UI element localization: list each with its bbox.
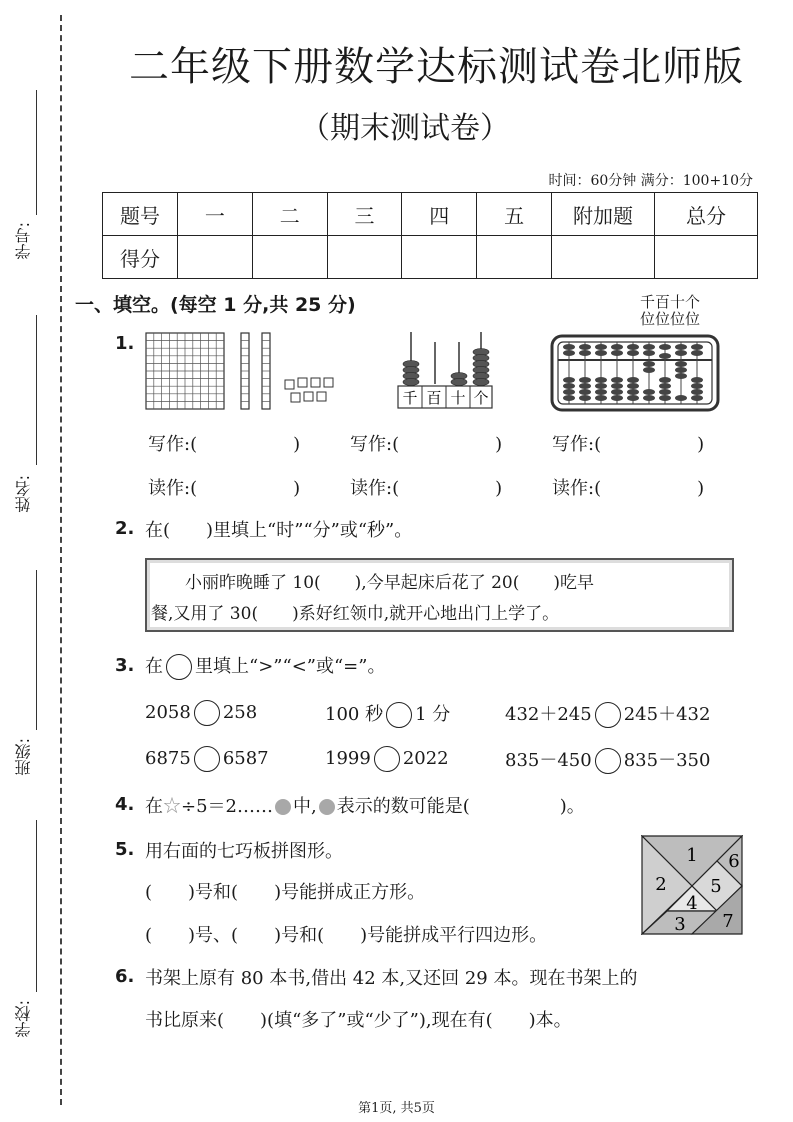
unit-cubes-icon [285, 378, 333, 402]
compare-item: 432＋245 245＋432 [505, 700, 710, 728]
question-number: 4. [115, 794, 135, 815]
abacus-label-thousands: 千 [402, 389, 418, 407]
svg-text:6: 6 [728, 851, 740, 872]
compare-item: 6875 6587 [145, 746, 269, 772]
table-cell: 二 [252, 193, 327, 236]
abacus-label-tens: 十 [450, 389, 466, 407]
exam-meta: 时间：60分钟 满分：100+10分 [548, 173, 753, 189]
gray-circle-icon [275, 799, 291, 815]
name-label: 姓名: [14, 475, 33, 513]
question-number: 5. [115, 839, 135, 860]
read-prompt-1: 读作:( ) [148, 478, 301, 499]
read-prompt-3: 读作:( ) [552, 478, 705, 499]
page-title: 二年级下册数学达标测试卷北师版 [129, 44, 744, 90]
school-label: 学校: [14, 1000, 33, 1038]
question-prompt: 在☆÷5＝2…… 中, 表示的数可能是( )。 [145, 796, 585, 817]
svg-text:4: 4 [686, 893, 698, 914]
score-table-header-row [103, 193, 758, 236]
compare-circle[interactable] [194, 700, 220, 726]
question-number: 3. [115, 655, 135, 676]
table-cell: 三 [327, 193, 402, 236]
question-prompt: 在 里填上“>”“<”或“=”。 [145, 652, 385, 680]
score-input-cell[interactable] [402, 236, 477, 279]
compare-item: 835－450 835－350 [505, 746, 710, 774]
score-input-cell[interactable] [477, 236, 552, 279]
tangram-illustration [641, 835, 743, 935]
star-icon: ☆ [163, 796, 181, 817]
question-prompt: 用右面的七巧板拼图形。 [145, 841, 343, 862]
question-line: 书比原来( )(填“多了”或“少了”),现在有( )本。 [145, 1010, 572, 1031]
score-input-cell[interactable] [655, 236, 758, 279]
question-number: 2. [115, 518, 135, 539]
class-field[interactable] [36, 570, 37, 730]
svg-text:2: 2 [655, 874, 667, 895]
page-footer: 第1页, 共5页 [358, 1101, 435, 1116]
score-table-score-row [103, 236, 758, 279]
ten-rod-icon [262, 333, 270, 409]
svg-text:7: 7 [722, 911, 734, 932]
class-label: 班级: [14, 738, 33, 776]
binding-dashed-line [60, 15, 62, 1105]
write-prompt-1: 写作:( ) [148, 434, 301, 455]
ten-rod-icon [241, 333, 249, 409]
abacus-label-ones: 个 [473, 389, 489, 407]
counting-frame-illustration [395, 332, 495, 412]
name-field[interactable] [36, 315, 37, 465]
svg-text:5: 5 [710, 876, 722, 897]
abacus-label-hundreds: 百 [426, 389, 442, 407]
page-subtitle: （期末测试卷） [300, 111, 510, 146]
student-id-label: 学号: [14, 222, 33, 260]
compare-circle[interactable] [194, 746, 220, 772]
section-title: 一、填空。(每空 1 分,共 25 分) [75, 294, 356, 316]
story-text-line: 小丽昨晚睡了 10( ),今早起床后花了 20( )吃早 [185, 573, 595, 593]
circle-icon [166, 654, 192, 680]
story-box [145, 558, 734, 632]
story-text-line: 餐,又用了 30( )系好红领巾,就开心地出门上学了。 [151, 604, 560, 624]
question-prompt: 在( )里填上“时”“分”或“秒”。 [145, 520, 413, 541]
read-prompt-2: 读作:( ) [350, 478, 503, 499]
compare-circle[interactable] [595, 748, 621, 774]
abacus-illustration [550, 334, 720, 412]
compare-item: 100 秒 1 分 [325, 700, 450, 728]
question-number: 6. [115, 966, 135, 987]
hundred-block-icon [146, 333, 224, 409]
svg-text:3: 3 [674, 914, 686, 935]
base-ten-blocks-illustration [145, 332, 335, 412]
question-line: ( )号、( )号和( )号能拼成平行四边形。 [145, 925, 548, 946]
svg-text:1: 1 [686, 845, 698, 866]
question-number: 1. [115, 333, 135, 354]
score-input-cell[interactable] [178, 236, 253, 279]
student-id-field[interactable] [36, 90, 37, 215]
compare-circle[interactable] [595, 702, 621, 728]
compare-item: 1999 2022 [325, 746, 449, 772]
compare-circle[interactable] [374, 746, 400, 772]
score-input-cell[interactable] [252, 236, 327, 279]
abacus-place-header: 千百十个 位位位位 [640, 293, 701, 328]
school-field[interactable] [36, 820, 37, 992]
table-cell: 四 [402, 193, 477, 236]
score-input-cell[interactable] [552, 236, 655, 279]
question-line: 书架上原有 80 本书,借出 42 本,又还回 29 本。现在书架上的 [145, 968, 638, 989]
table-cell: 五 [477, 193, 552, 236]
table-cell: 附加题 [552, 193, 655, 236]
gray-circle-icon [319, 799, 335, 815]
question-line: ( )号和( )号能拼成正方形。 [145, 882, 426, 903]
table-cell: 总分 [655, 193, 758, 236]
write-prompt-3: 写作:( ) [552, 434, 705, 455]
compare-item: 2058 258 [145, 700, 257, 726]
table-cell: 得分 [103, 236, 178, 279]
compare-circle[interactable] [386, 702, 412, 728]
table-cell: 题号 [103, 193, 178, 236]
score-table [102, 192, 758, 279]
write-prompt-2: 写作:( ) [350, 434, 503, 455]
score-input-cell[interactable] [327, 236, 402, 279]
table-cell: 一 [178, 193, 253, 236]
